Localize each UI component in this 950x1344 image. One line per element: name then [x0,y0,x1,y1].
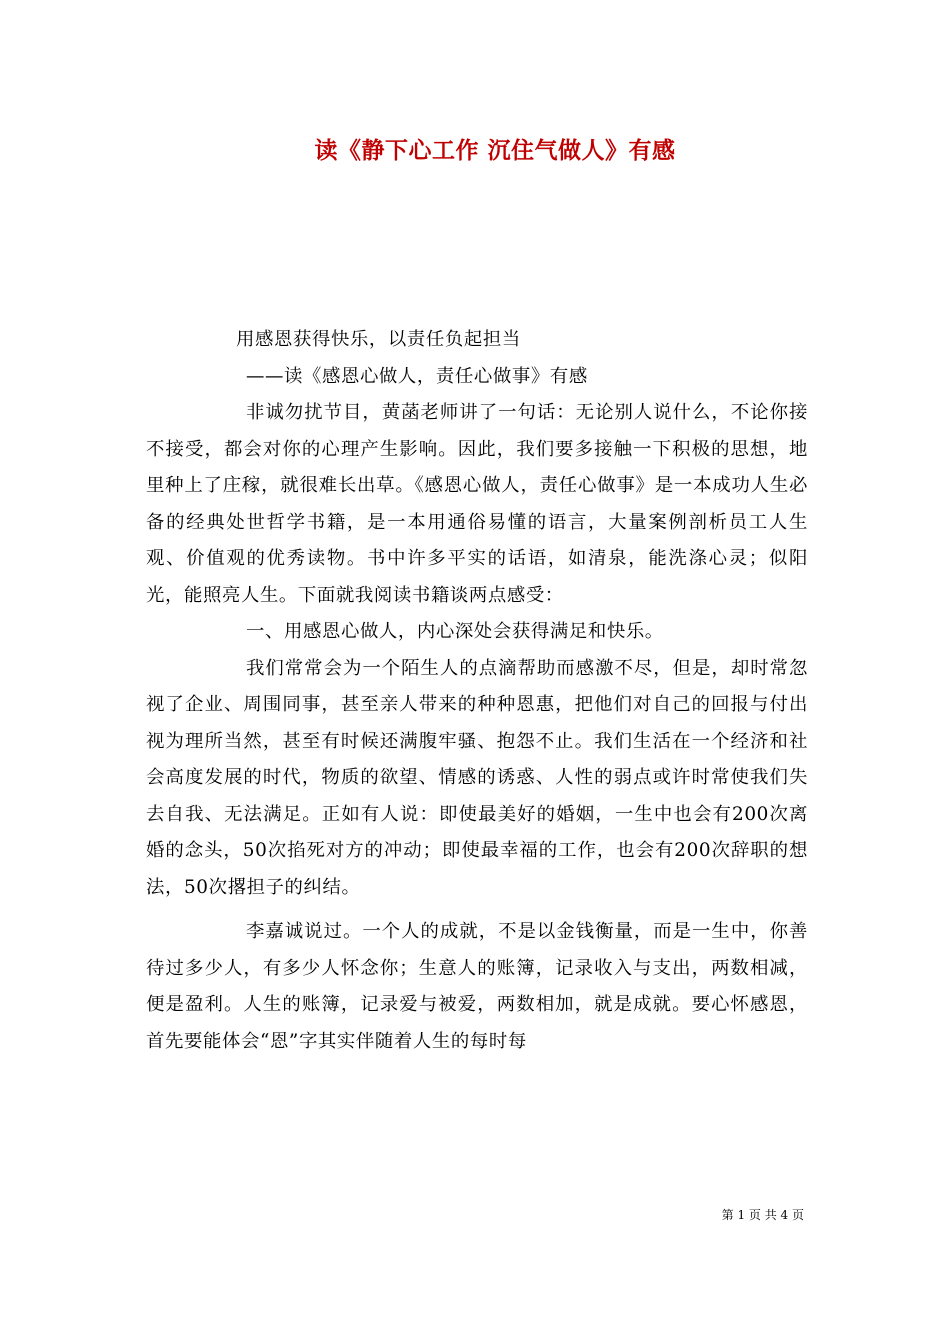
paragraph-gratitude: 我们常常会为一个陌生人的点滴帮助而感激不尽，但是，却时常忽视了企业、周围同事，甚至亲人带来的种种恩惠，把他们对自己的回报与付出视为理所当然，甚至有时候还满腹牢骚、抱怨不止。我们生活在一个经济和社会高度发展的时代，物质的欲望、情感的诱惑、人性的弱点或许时常使我们失去自我、无法满足。正如有人说：即使最美好的婚姻，一生中也会有200次离婚的念头，50次掐死对方的冲动；即使最幸福的工作，也会有200次辞职的想法，50次撂担子的纠结。 [146,657,808,898]
section-heading: 一、用感恩心做人，内心深处会获得满足和快乐。 [246,621,664,642]
document-title: 读《静下心工作 沉住气做人》有感 [314,137,676,164]
paragraph-intro: 非诚勿扰节目，黄菡老师讲了一句话：无论别人说什么，不论你接不接受，都会对你的心理产生影响。因此，我们要多接触一下积极的思想，地里种上了庄稼，就很难长出草。《感恩心做人，责任心做事》是一本成功人生必备的经典处世哲学书籍，是一本用通俗易懂的语言，大量案例剖析员工人生观、价值观的优秀读物。书中许多平实的话语，如清泉，能洗涤心灵；似阳光，能照亮人生。下面就我阅读书籍谈两点感受： [146,402,808,606]
page-number: 第 1 页 共 4 页 [721,1208,804,1222]
subtitle-line: 用感恩获得快乐，以责任负起担当 [236,329,521,350]
subtitle-reference: ——读《感恩心做人，责任心做事》有感 [246,365,588,387]
document-body [146,322,808,1060]
paragraph-li-ka-shing: 李嘉诚说过。一个人的成就，不是以金钱衡量，而是一生中，你善待过多少人，有多少人怀念你；生意人的账簿，记录收入与支出，两数相减，便是盈利。人生的账簿，记录爱与被爱，两数相加，就是成就。要心怀感恩，首先要能体会“恩”字其实伴随着人生的每时每 [146,921,808,1052]
